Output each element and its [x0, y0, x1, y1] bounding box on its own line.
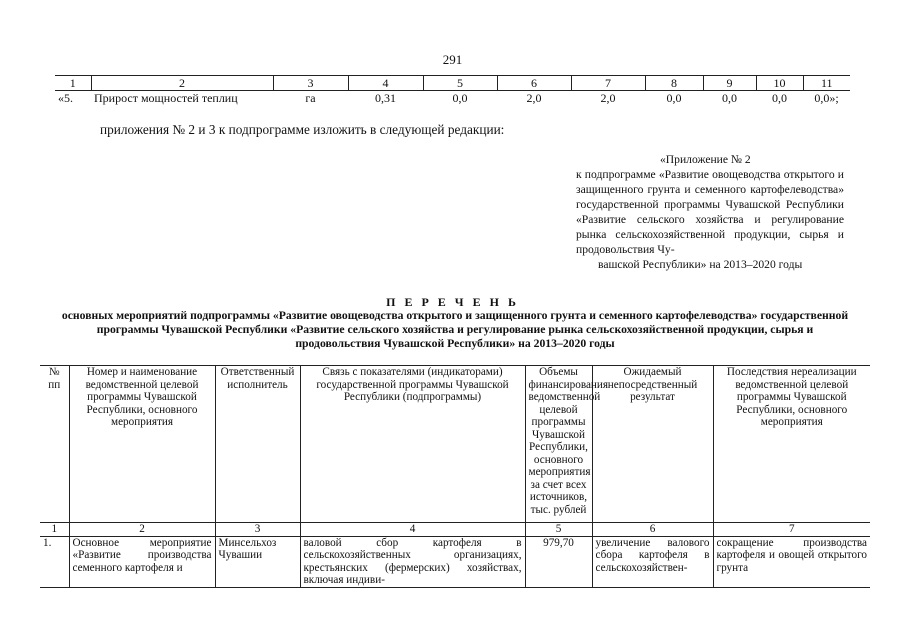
column-number: 4: [348, 76, 423, 91]
column-number: 8: [645, 76, 703, 91]
indicator-link-cell: валовой сбор картофеля в сельскохозяйственных организациях, крестьянских (фермерских) хозяйствах, включая индиви-: [300, 536, 525, 587]
table-header-row: [40, 366, 870, 523]
page-number: 291: [442, 52, 463, 67]
value-cell: 0,0: [452, 91, 468, 105]
value-cell: 0,0: [772, 91, 787, 105]
consequences-cell: сокращение производства картофеля и овощей открытого грунта: [713, 536, 870, 587]
appendix-header: [576, 152, 844, 272]
instruction-text: приложения № 2 и 3 к подпрограмме изложить в следующей редакции:: [100, 122, 505, 137]
value-cell: 0,0: [722, 91, 737, 105]
column-number: 7: [713, 523, 870, 537]
appendix-last-line: вашской Республики» на 2013–2020 годы: [598, 258, 803, 271]
column-number: 10: [756, 76, 803, 91]
indicator-table-fragment: [55, 75, 850, 105]
column-number: 4: [300, 523, 525, 537]
executor-cell: Минсельхоз Чувашии: [215, 536, 300, 587]
column-number: 3: [215, 523, 300, 537]
list-title: П Е Р Е Ч Е Н Ь: [386, 295, 519, 309]
column-number: 5: [525, 523, 592, 537]
table-row: [55, 91, 850, 106]
column-header: Объемы финансирования ведомственной целевой программы Чувашской Республики, основного мероприятия за счет всех источников, тыс. рублей: [525, 366, 592, 523]
column-number: 5: [423, 76, 497, 91]
table-header-row: [55, 76, 850, 91]
value-cell: 0,0»;: [814, 91, 839, 105]
column-number-row: [40, 523, 870, 537]
list-subtitle: основных мероприятий подпрограммы «Развитие овощеводства открытого и защищенного грунта и семенного картофелеводства» государственной программы Чувашской Республики «Развитие сельского хозяйства и регулирование рынка сельскохозяйственной продукции, сырья и продовольствия Чувашской Республики» на 2013–2020 годы: [61, 309, 849, 350]
value-cell: 2,0: [600, 91, 616, 105]
column-number: 11: [803, 76, 850, 91]
indicator-name: Прирост мощностей теплиц: [94, 91, 238, 105]
column-number: 3: [273, 76, 348, 91]
measures-table: [40, 365, 870, 588]
column-header: Ожидаемый непосредственный результат: [592, 366, 713, 523]
expected-result-cell: увеличение валового сбора картофеля в сельскохозяйствен-: [592, 536, 713, 587]
table-row: [40, 536, 870, 587]
row-index: 1.: [40, 536, 69, 587]
column-number: 7: [571, 76, 645, 91]
measure-name: Основное мероприятие «Развитие производства семенного картофеля и: [69, 536, 215, 587]
value-cell: 0,31: [375, 91, 396, 105]
column-number: 9: [703, 76, 756, 91]
column-number: 1: [40, 523, 69, 537]
column-number: 2: [69, 523, 215, 537]
column-header: Связь с показателями (индикаторами) государственной программы Чувашской Республики (подпрограммы): [300, 366, 525, 523]
row-index: «5.: [58, 91, 73, 105]
column-header: № пп: [40, 366, 69, 523]
column-header: Номер и наименование ведомственной целевой программы Чувашской Республики, основного мероприятия: [69, 366, 215, 523]
column-number: 6: [497, 76, 571, 91]
funding-cell: 979,70: [525, 536, 592, 587]
column-number: 2: [91, 76, 273, 91]
column-header: Последствия нереализации ведомственной целевой программы Чувашской Республики, основного мероприятия: [713, 366, 870, 523]
appendix-body: к подпрограмме «Развитие овощеводства открытого и защищенного грунта и семенного картофелеводства» государственной программы Чувашской Республики «Развитие сельского хозяйства и регулирование рынка сельскохозяйственной продукции, сырья и продовольствия Чу-: [576, 168, 844, 256]
column-number: 6: [592, 523, 713, 537]
value-cell: 2,0: [526, 91, 542, 105]
appendix-title: «Приложение № 2: [660, 153, 751, 166]
column-number: 1: [55, 76, 91, 91]
unit-cell: га: [305, 91, 316, 105]
value-cell: 0,0: [666, 91, 682, 105]
column-header: Ответственный исполнитель: [215, 366, 300, 523]
